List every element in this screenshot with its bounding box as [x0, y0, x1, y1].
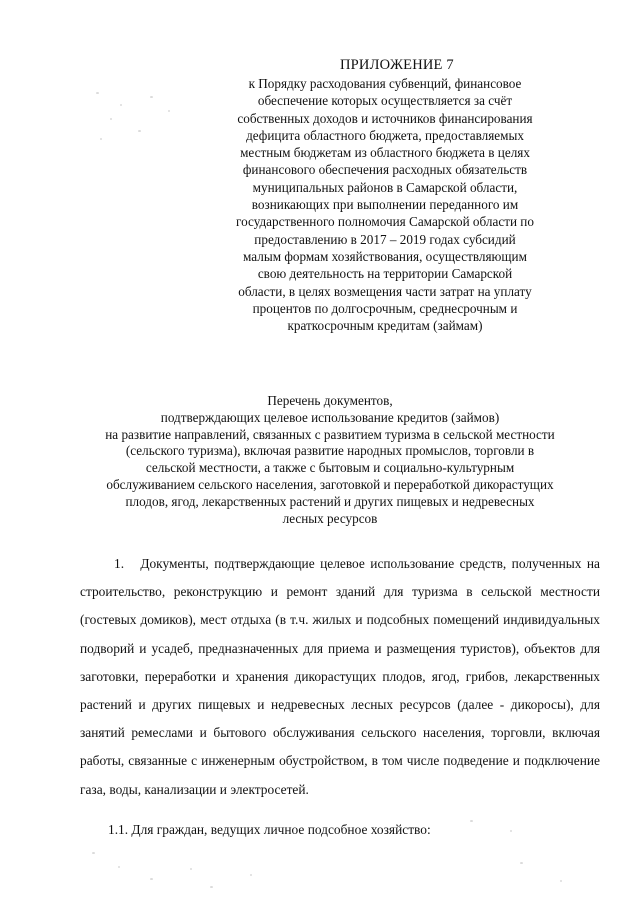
scan-speckle — [470, 820, 473, 822]
scan-speckle — [510, 830, 512, 832]
paragraph-1: 1. Документы, подтверждающие целевое использование средств, полученных на строительство, реконструкцию и ремонт зданий для туризма в сельской местности (гостевых домиков), мест отдыха (в т.ч. жилых и подсобных помещений индивидуальных подворий и усадеб, предназначенных для приема и размещения туристов), объектов для заготовки, переработки и хранения дикорастущих плодов, ягод, грибов, лекарственных растений и других пищевых и недревесных лесных ресурсов (далее - дикоросы), для занятий ремеслами и бытового обслуживания сельского населения, торговли, включая работы, связанные с инженерным обустройством, в том числе подведение и подключение газа, воды, канализации и электросетей. — [80, 556, 600, 797]
scan-speckle — [560, 880, 562, 882]
scan-speckle — [210, 886, 213, 888]
appendix-heading: ПРИЛОЖЕНИЕ 7 — [340, 57, 454, 73]
scan-speckle — [168, 110, 170, 112]
scan-speckle — [138, 130, 141, 132]
scan-speckle — [92, 852, 95, 854]
scan-speckle — [120, 104, 122, 106]
scan-speckle — [96, 92, 99, 94]
scan-speckle — [100, 138, 102, 140]
scan-speckle — [118, 866, 120, 868]
scan-speckle — [520, 862, 523, 864]
paragraph-1-1: 1.1. Для граждан, ведущих личное подсобное хозяйство: — [108, 822, 431, 837]
scan-speckle — [250, 874, 252, 876]
appendix-description: к Порядку расходования субвенций, финансовое обеспечение которых осуществляется за счёт собственных доходов и источников финансирования дефицита областного бюджета, предоставляемых местным бюджетам из областного бюджета в целях финансового обеспечения расходных обязательств муниципальных районов в Самарской области, возникающих при выполнении переданного им государственного полномочия Самарской области по предоставлению в 2017 – 2019 годах субсидий малым формам хозяйствования, осуществляющим свою деятельность на территории Самарской области, в целях возмещения части затрат на уплату процентов по долгосрочным, среднесрочным и краткосрочным кредитам (займам) — [236, 76, 534, 334]
scan-speckle — [110, 118, 112, 120]
scan-speckle — [150, 96, 153, 98]
scan-speckle — [190, 868, 192, 870]
scan-speckle — [150, 878, 153, 880]
document-list-title: Перечень документов, подтверждающих целевое использование кредитов (займов) на развитие направлений, связанных с развитием туризма в сельской местности (сельского туризма), включая развитие народных промыслов, торговли в сельской местности, а также с бытовым и социально-культурным обслуживанием сельского населения, заготовкой и переработкой дикорастущих плодов, ягод, лекарственных растений и других пищевых и недревесных лесных ресурсов — [105, 393, 555, 526]
